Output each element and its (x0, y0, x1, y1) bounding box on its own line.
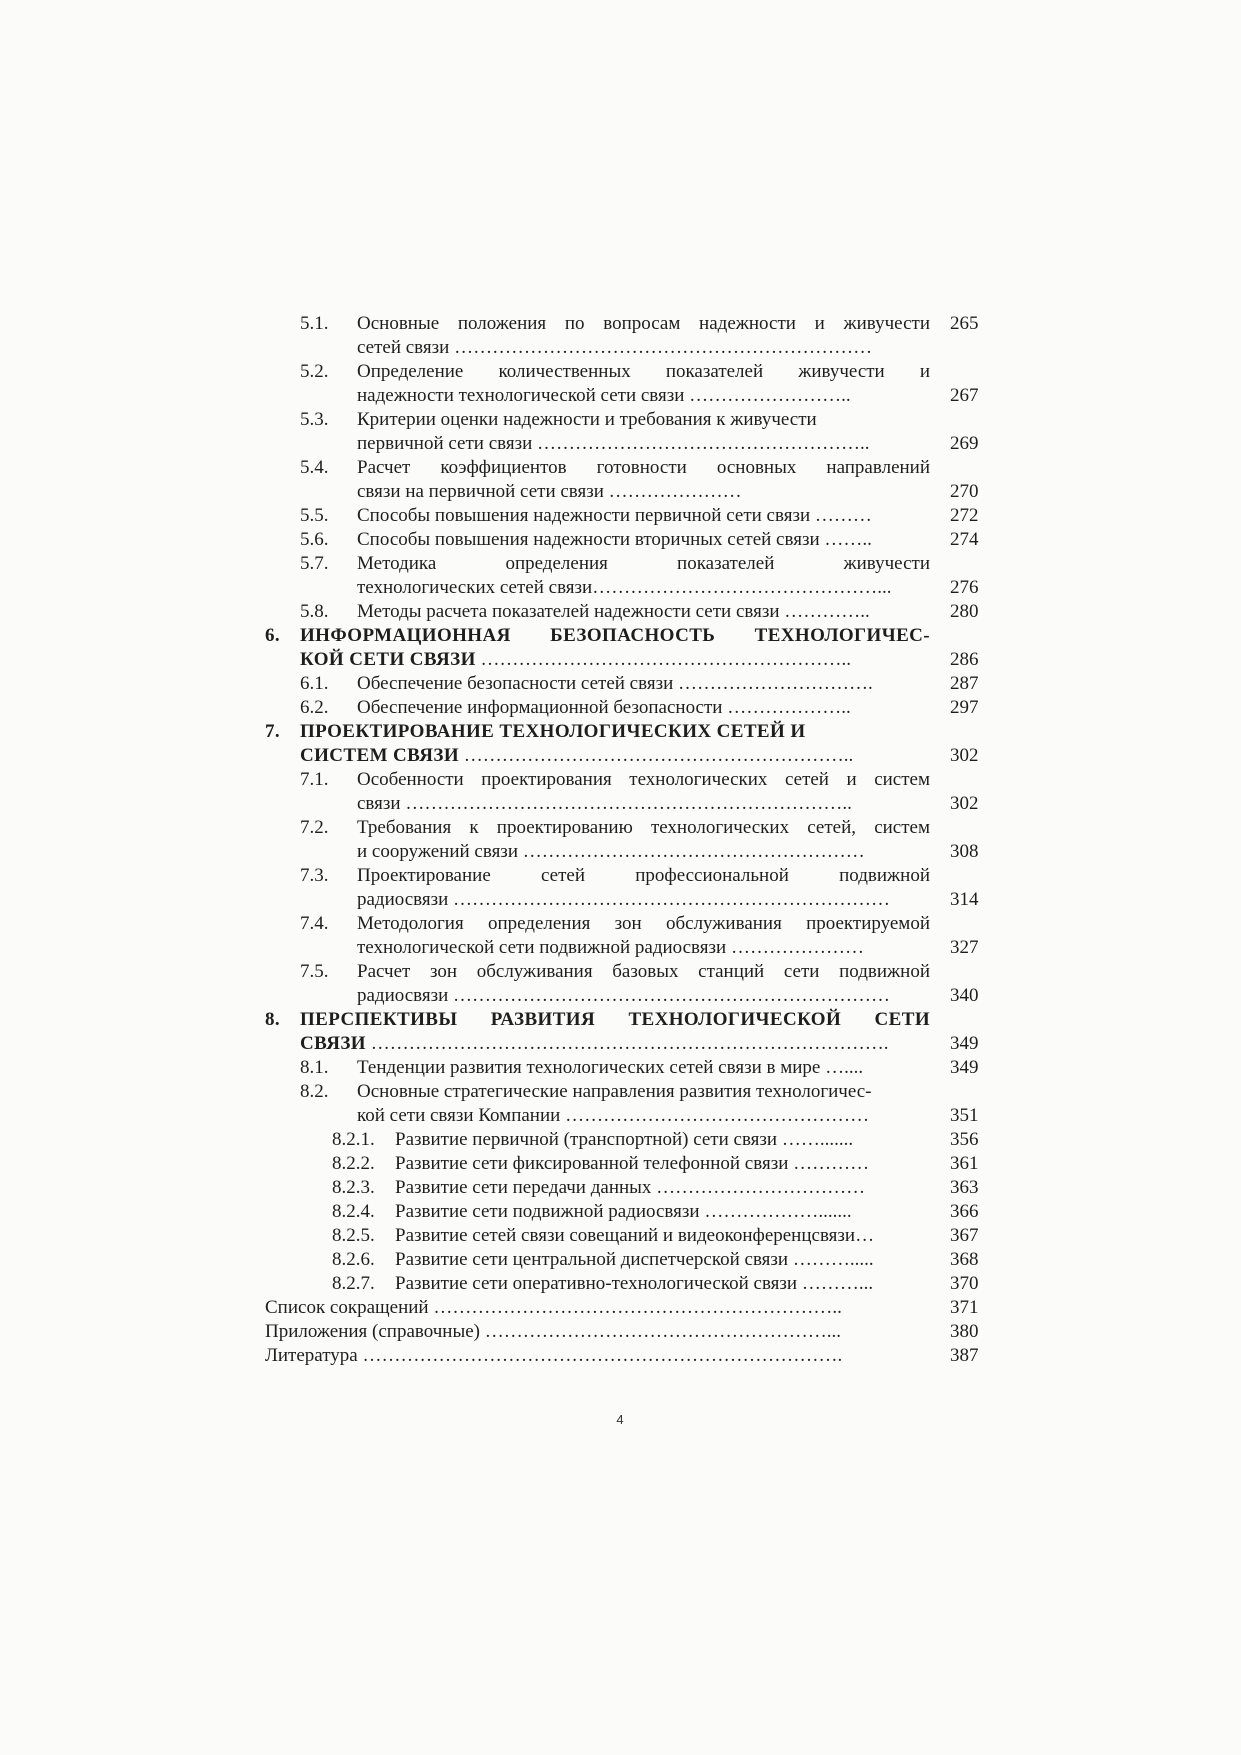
toc-entry-5-8[interactable] (300, 600, 930, 624)
page-number: 265 (950, 313, 979, 334)
toc-entry-8-2-4[interactable] (332, 1200, 930, 1224)
entry-title-cont: надежности технологической сети связи …………………….. (357, 385, 851, 406)
toc-entry-5-3-cont (357, 432, 930, 456)
page-number: 327 (950, 937, 979, 958)
entry-title-cont: сетей связи ………………………………………………………… (357, 337, 873, 358)
section-number: 7.4. (300, 913, 329, 934)
page-number: 276 (950, 577, 979, 598)
section-number: 6.2. (300, 697, 329, 718)
entry-title-cont: первичной сети связи …………………………………………….. (357, 433, 870, 454)
toc-entry-literature[interactable] (265, 1344, 930, 1368)
page-number: 314 (950, 889, 979, 910)
entry-title: Критерии оценки надежности и требования к живучести (357, 409, 817, 430)
entry-title-cont: радиосвязи …………………………………………………………… (357, 889, 891, 910)
page-number: 274 (950, 529, 979, 550)
toc-entry-6-1[interactable] (300, 672, 930, 696)
toc-chapter-6-cont (300, 648, 930, 672)
chapter-title-bold: СВЯЗИ (300, 1033, 366, 1054)
page-number: 302 (950, 745, 979, 766)
toc-entry-8-2-5[interactable] (332, 1224, 930, 1248)
entry-title: Развитие сети центральной диспетчерской связи ………..... (395, 1249, 874, 1270)
entry-title: Развитие сети подвижной радиосвязи ………………....... (395, 1201, 852, 1222)
toc-entry-7-2-cont (357, 840, 930, 864)
entry-title: Развитие первичной (транспортной) сети связи ……....... (395, 1129, 854, 1150)
toc-entry-7-4[interactable] (300, 912, 930, 936)
page-number: 287 (950, 673, 979, 694)
section-number: 8.2.5. (332, 1225, 375, 1246)
entry-title-cont: связи …………………………………………………………….. (357, 793, 852, 814)
toc-entry-7-1-cont (357, 792, 930, 816)
toc-entry-5-7[interactable] (300, 552, 930, 576)
entry-title: Основные положения по вопросам надежности и живучести (357, 313, 930, 334)
toc-entry-8-2-cont (357, 1104, 930, 1128)
toc-entry-8-2[interactable] (300, 1080, 930, 1104)
toc-entry-8-2-1[interactable] (332, 1128, 930, 1152)
entry-title: Развитие сети фиксированной телефонной связи ………… (395, 1153, 870, 1174)
entry-title-cont: кой сети связи Компании ………………………………………… (357, 1105, 870, 1126)
chapter-title: ИНФОРМАЦИОННАЯ БЕЗОПАСНОСТЬ ТЕХНОЛОГИЧЕС- (300, 625, 930, 646)
page-number: 340 (950, 985, 979, 1006)
toc-entry-8-2-2[interactable] (332, 1152, 930, 1176)
page-number: 286 (950, 649, 979, 670)
entry-title-cont: технологической сети подвижной радиосвязи ………………… (357, 937, 864, 958)
toc-chapter-6[interactable] (265, 624, 930, 648)
entry-title: Литература …………………………………………………………………. (265, 1345, 843, 1366)
entry-title: Тенденции развития технологических сетей связи в мире ….... (357, 1057, 864, 1078)
entry-title: Методология определения зон обслуживания проектируемой (357, 913, 930, 934)
section-number: 8.2.1. (332, 1129, 375, 1150)
toc-entry-5-2[interactable] (300, 360, 930, 384)
page-number: 387 (950, 1345, 979, 1366)
entry-title: Обеспечение информационной безопасности ……………….. (357, 697, 851, 718)
entry-title: Определение количественных показателей живучести и (357, 361, 930, 382)
entry-title-cont: связи на первичной сети связи ………………… (357, 481, 742, 502)
chapter-title-cont (300, 1032, 930, 1056)
page-number: 272 (950, 505, 979, 526)
section-number: 8.1. (300, 1057, 329, 1078)
entry-title: Основные стратегические направления развития технологичес- (357, 1081, 872, 1102)
section-number: 5.5. (300, 505, 329, 526)
section-number: 7.5. (300, 961, 329, 982)
page-number: 280 (950, 601, 979, 622)
page-number: 368 (950, 1249, 979, 1270)
toc-entry-5-2-cont (357, 384, 930, 408)
toc-entry-7-3-cont (357, 888, 930, 912)
toc-entry-8-2-6[interactable] (332, 1248, 930, 1272)
page-number: 349 (950, 1033, 979, 1054)
toc-entry-6-2[interactable] (300, 696, 930, 720)
entry-title: Расчет зон обслуживания базовых станций сети подвижной (357, 961, 930, 982)
page-number: 367 (950, 1225, 979, 1246)
toc-entry-7-4-cont (357, 936, 930, 960)
entry-title: Развитие сети передачи данных …………………………… (395, 1177, 866, 1198)
page-number: 370 (950, 1273, 979, 1294)
entry-title: Методы расчета показателей надежности сети связи ………….. (357, 601, 870, 622)
leader-dots: ………………………………………………….. (475, 649, 852, 670)
toc-entry-appendices[interactable] (265, 1320, 930, 1344)
page-number: 308 (950, 841, 979, 862)
entry-title: Проектирование сетей профессиональной подвижной (357, 865, 930, 886)
page-number: 297 (950, 697, 979, 718)
chapter-title-bold: СИСТЕМ СВЯЗИ (300, 745, 460, 766)
entry-title-cont: и сооружений связи ……………………………………………… (357, 841, 865, 862)
page-number: 356 (950, 1129, 979, 1150)
toc-entry-7-1[interactable] (300, 768, 930, 792)
section-number: 5.1. (300, 313, 329, 334)
leader-dots: …………………………………………………….. (459, 745, 854, 766)
toc-entry-7-3[interactable] (300, 864, 930, 888)
section-number: 5.2. (300, 361, 329, 382)
entry-title: Расчет коэффициентов готовности основных направлений (357, 457, 930, 478)
section-number: 5.7. (300, 553, 329, 574)
toc-entry-5-5[interactable] (300, 504, 930, 528)
section-number: 6.1. (300, 673, 329, 694)
toc-entry-5-3[interactable] (300, 408, 930, 432)
toc-entry-5-4[interactable] (300, 456, 930, 480)
page-number: 351 (950, 1105, 979, 1126)
entry-title: Развитие сети оперативно-технологической связи ………... (395, 1273, 874, 1294)
entry-title: Список сокращений ……………………………………………………….. (265, 1297, 842, 1318)
toc-entry-5-7-cont (357, 576, 930, 600)
entry-title: Способы повышения надежности вторичных сетей связи …….. (357, 529, 872, 550)
section-number: 5.3. (300, 409, 329, 430)
page-number: 366 (950, 1201, 979, 1222)
toc-chapter-7-cont (300, 744, 930, 768)
chapter-title: ПЕРСПЕКТИВЫ РАЗВИТИЯ ТЕХНОЛОГИЧЕСКОЙ СЕТИ (300, 1009, 930, 1030)
chapter-number: 8. (265, 1009, 281, 1030)
section-number: 8.2.3. (332, 1177, 375, 1198)
section-number: 5.6. (300, 529, 329, 550)
section-number: 8.2. (300, 1081, 329, 1102)
entry-title: Развитие сетей связи совещаний и видеоконференцсвязи… (395, 1225, 875, 1246)
page-number: 349 (950, 1057, 979, 1078)
chapter-number: 7. (265, 721, 281, 742)
entry-title: Способы повышения надежности первичной сети связи ……… (357, 505, 872, 526)
toc-entry-7-5-cont (357, 984, 930, 1008)
page-folio: 4 (616, 1412, 624, 1427)
chapter-title-cont (300, 648, 930, 672)
page-number: 361 (950, 1153, 979, 1174)
section-number: 7.3. (300, 865, 329, 886)
section-number: 8.2.4. (332, 1201, 375, 1222)
page-number: 380 (950, 1321, 979, 1342)
chapter-number: 6. (265, 625, 281, 646)
page-number: 363 (950, 1177, 979, 1198)
toc-chapter-8[interactable] (265, 1008, 930, 1032)
page-number: 302 (950, 793, 979, 814)
page-number: 270 (950, 481, 979, 502)
toc-chapter-8-cont (300, 1032, 930, 1056)
toc-entry-5-4-cont (357, 480, 930, 504)
toc-entry-5-1-cont (357, 336, 930, 360)
page-number: 267 (950, 385, 979, 406)
section-number: 7.2. (300, 817, 329, 838)
toc-entry-7-5[interactable] (300, 960, 930, 984)
chapter-title-bold: КОЙ СЕТИ СВЯЗИ (300, 649, 476, 670)
entry-title-cont: радиосвязи …………………………………………………………… (357, 985, 891, 1006)
entry-title: Особенности проектирования технологических сетей и систем (357, 769, 930, 790)
toc-entry-8-2-3[interactable] (332, 1176, 930, 1200)
section-number: 7.1. (300, 769, 329, 790)
page-number: 269 (950, 433, 979, 454)
section-number: 5.8. (300, 601, 329, 622)
chapter-title-cont (300, 744, 930, 768)
section-number: 8.2.7. (332, 1273, 375, 1294)
section-number: 8.2.2. (332, 1153, 375, 1174)
entry-title: Обеспечение безопасности сетей связи …………………………. (357, 673, 873, 694)
toc-entry-abbreviations[interactable] (265, 1296, 930, 1320)
toc-entry-5-1[interactable] (300, 312, 930, 336)
toc-chapter-7[interactable] (265, 720, 930, 744)
section-number: 8.2.6. (332, 1249, 375, 1270)
entry-title-cont: технологических сетей связи………………………………………... (357, 577, 892, 598)
chapter-title: ПРОЕКТИРОВАНИЕ ТЕХНОЛОГИЧЕСКИХ СЕТЕЙ И (300, 721, 806, 742)
entry-title: Методика определения показателей живучести (357, 553, 930, 574)
toc-entry-8-1[interactable] (300, 1056, 930, 1080)
entry-title: Требования к проектированию технологических сетей, систем (357, 817, 930, 838)
page-number: 371 (950, 1297, 979, 1318)
section-number: 5.4. (300, 457, 329, 478)
toc-entry-7-2[interactable] (300, 816, 930, 840)
toc-entry-5-6[interactable] (300, 528, 930, 552)
entry-title: Приложения (справочные) ………………………………………………... (265, 1321, 841, 1342)
toc-entry-8-2-7[interactable] (332, 1272, 930, 1296)
leader-dots: ………………………………………………………………………. (365, 1033, 889, 1054)
